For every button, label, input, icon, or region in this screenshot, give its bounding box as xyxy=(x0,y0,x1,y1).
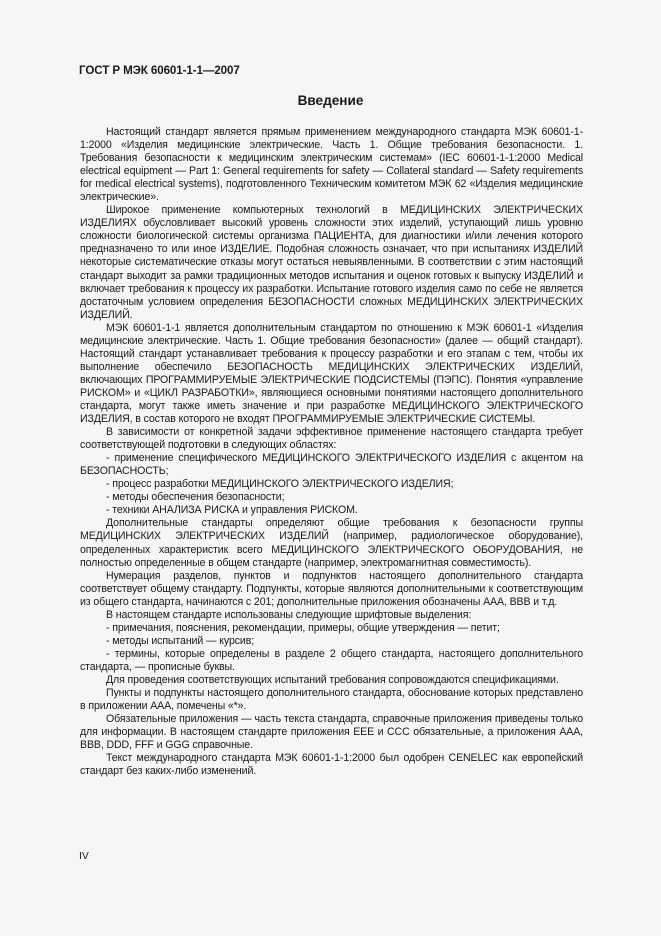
paragraph: Дополнительные стандарты определяют общие требования к безопасности группы МЕДИЦИНСКИХ ЭЛЕКТРИЧЕСКИХ ИЗДЕЛИЙ (например, радиологическое оборудование), определенных характеристик всего МЕДИЦИНСКОГО ЭЛЕКТРИЧЕСКОГО ОБОРУДОВАНИЯ, не полностью определенные в общем стандарте (например, электромагнитная совместимость). xyxy=(80,517,583,569)
page-number: IV xyxy=(79,851,89,862)
list-item: - методы испытаний — курсив; xyxy=(106,634,255,647)
list-item: - примечания, пояснения, рекомендации, примеры, общие утверждения — петит; xyxy=(106,621,500,634)
list-item: - методы обеспечения безопасности; xyxy=(106,491,285,504)
paragraph: Нумерация разделов, пунктов и подпунктов настоящего дополнительного стандарта соответствует общему стандарту. Подпункты, которые являются дополнительными к соответствующим из общего стандарта, начинаются с 201; дополнительные приложения обозначены AAA, BBB и т.д. xyxy=(80,569,583,608)
list-item: - термины, которые определены в разделе 2 общего стандарта, настоящего дополнительного стандарта, — прописные буквы. xyxy=(80,647,583,673)
paragraph: Настоящий стандарт является прямым применением международного стандарта МЭК 60601-1-1:2000 «Изделия медицинские электрические. Часть 1. Общие требования безопасности. 1. Требования безопасности к медицинским электрическим системам» (IEC 60601-1-1:2000 Medical electrical equipment — Part 1: General requirements for safety — Collateral standard — Safety requirements for medical electrical systems), подготовленного Техническим комитетом МЭК 62 «Изделия медицинские электрические». xyxy=(80,126,583,204)
list-item: - процесс разработки МЕДИЦИНСКОГО ЭЛЕКТРИЧЕСКОГО ИЗДЕЛИЯ; xyxy=(106,478,454,491)
paragraph: Для проведения соответствующих испытаний требования сопровождаются спецификациями. xyxy=(106,673,559,686)
paragraph: В настоящем стандарте использованы следующие шрифтовые выделения: xyxy=(106,608,472,621)
paragraph: Пункты и подпункты настоящего дополнительного стандарта, обоснование которых представлено в приложении AAA, помечены «*». xyxy=(80,687,583,713)
paragraph: Текст международного стандарта МЭК 60601-1-1:2000 был одобрен CENELEC как европейский стандарт без каких-либо изменений. xyxy=(80,752,583,778)
document-body xyxy=(80,126,583,778)
paragraph: В зависимости от конкретной задачи эффективное применение настоящего стандарта требует соответствующей подготовки в следующих областях: xyxy=(80,426,583,452)
paragraph: Широкое применение компьютерных технологий в МЕДИЦИНСКИХ ЭЛЕКТРИЧЕСКИХ ИЗДЕЛИЯХ обусловливает высокий уровень сложности этих изделий, уступающий лишь уровню сложности биологической системы организма ПАЦИЕНТА, для диагностики и/или лечения которого предназначено то или иное ИЗДЕЛИЕ. Подобная сложность означает, что при испытаниях ИЗДЕЛИЙ некоторые систематические отказы могут остаться невыявленными. В соответствии с этим настоящий стандарт выходит за рамки традиционных методов испытания и оценок готовых к выпуску ИЗДЕЛИЙ и включает требования к процессу их разработки. Испытание готового изделия само по себе не является достаточным условием определения БЕЗОПАСНОСТИ сложных МЕДИЦИНСКИХ ЭЛЕКТРИЧЕСКИХ ИЗДЕЛИЙ. xyxy=(80,204,583,321)
list-item: - техники АНАЛИЗА РИСКА и управления РИСКОМ. xyxy=(106,504,358,517)
section-title: Введение xyxy=(297,93,364,108)
document-code: ГОСТ Р МЭК 60601-1-1—2007 xyxy=(79,64,240,77)
paragraph: Обязательные приложения — часть текста стандарта, справочные приложения приведены только для информации. В настоящем стандарте приложения EEE и CCC обязательные, а приложения AAA, BBB, DDD, FFF и GGG справочные. xyxy=(80,713,583,752)
list-item: - применение специфического МЕДИЦИНСКОГО ЭЛЕКТРИЧЕСКОГО ИЗДЕЛИЯ с акцентом на БЕЗОПАСНОСТЬ; xyxy=(80,452,583,478)
paragraph: МЭК 60601-1-1 является дополнительным стандартом по отношению к МЭК 60601-1 «Изделия медицинские электрические. Часть 1. Общие требования безопасности» (далее — общий стандарт). Настоящий стандарт устанавливает требования к процессу разработки и его этапам с тем, чтобы их выполнение обеспечило БЕЗОПАСНОСТЬ МЕДИЦИНСКИХ ЭЛЕКТРИЧЕСКИХ ИЗДЕЛИЙ, включающих ПРОГРАММИРУЕМЫЕ ЭЛЕКТРИЧЕСКИЕ ПОДСИСТЕМЫ (ПЭПС). Понятия «управление РИСКОМ» и «ЦИКЛ РАЗРАБОТКИ», являющиеся основными понятиями настоящего дополнительного стандарта, могут также иметь значение и при разработке МЕДИЦИНСКОГО ЭЛЕКТРИЧЕСКОГО ИЗДЕЛИЯ, в состав которого не входят ПРОГРАММИРУЕМЫЕ ЭЛЕКТРИЧЕСКИЕ СИСТЕМЫ. xyxy=(80,321,583,426)
